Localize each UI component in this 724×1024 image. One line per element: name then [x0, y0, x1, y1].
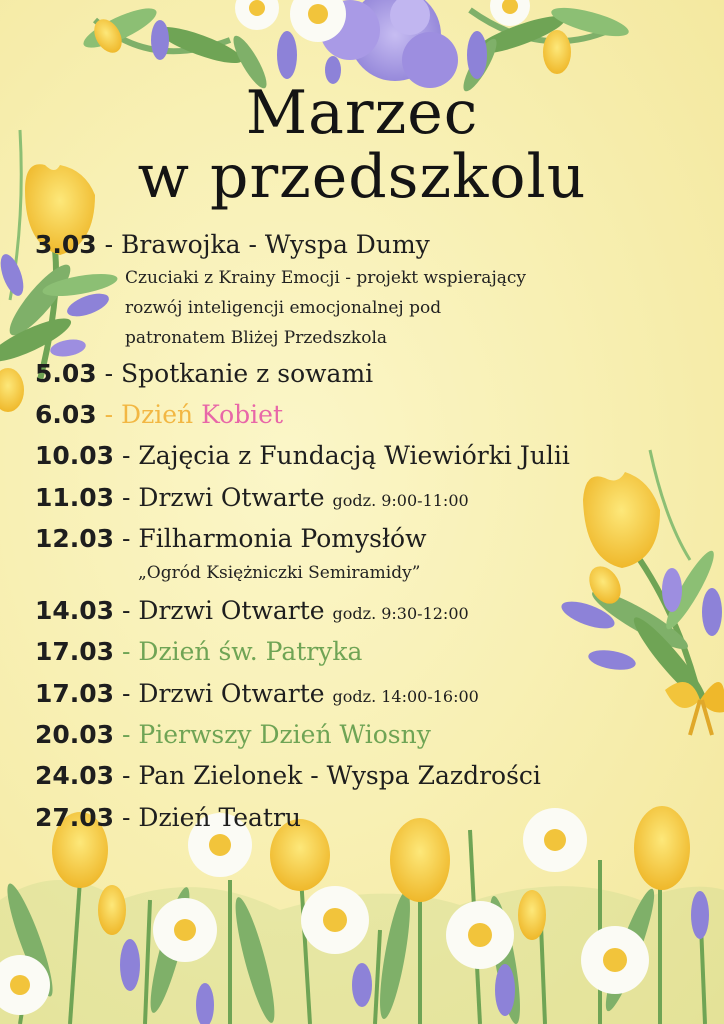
event-title: Dzień św. Patryka	[138, 637, 363, 666]
event-hours: godz. 9:00-11:00	[332, 491, 469, 510]
event-separator: -	[114, 596, 139, 625]
event-row	[35, 524, 427, 554]
event-title: Filharmonia Pomysłów	[138, 524, 427, 553]
event-date: 20.03	[35, 720, 115, 749]
event-separator: -	[96, 400, 122, 429]
event-separator: -	[114, 761, 139, 790]
event-row	[35, 441, 570, 471]
event-title: Zajęcia z Fundacją Wiewiórki Julii	[138, 441, 570, 470]
event-title-part: Kobiet	[201, 400, 283, 429]
event-date: 5.03	[35, 359, 97, 388]
event-separator: -	[114, 524, 139, 553]
page-title-line1: Marzec	[245, 78, 479, 148]
event-title: Drzwi Otwarte	[138, 679, 333, 708]
event-separator: -	[114, 803, 139, 832]
right-tulips	[558, 450, 724, 735]
event-separator: -	[114, 483, 139, 512]
event-row	[35, 803, 301, 833]
bottom-meadow	[0, 806, 724, 1024]
event-row	[35, 596, 469, 629]
event-separator: -	[114, 679, 139, 708]
event-title: Dzień Teatru	[138, 803, 302, 832]
event-date: 3.03	[35, 230, 97, 259]
event-separator: -	[96, 230, 122, 259]
event-date: 10.03	[35, 441, 115, 470]
event-row	[35, 359, 373, 389]
event-row	[35, 761, 541, 791]
event-date: 11.03	[35, 483, 115, 512]
event-hours: godz. 14:00-16:00	[332, 687, 479, 706]
event-title: Pan Zielonek - Wyspa Zazdrości	[138, 761, 541, 790]
event-date: 14.03	[35, 596, 115, 625]
event-date: 17.03	[35, 637, 115, 666]
page-title-line2: w przedszkolu	[137, 142, 587, 212]
event-row	[35, 483, 469, 516]
event-date: 24.03	[35, 761, 115, 790]
event-note: patronatem Bliżej Przedszkola	[125, 328, 388, 348]
event-note: Czuciaki z Krainy Emocji - projekt wspierający	[125, 268, 526, 288]
event-row	[35, 720, 431, 750]
event-title: Drzwi Otwarte	[138, 483, 333, 512]
event-row	[35, 679, 479, 712]
event-separator: -	[96, 359, 122, 388]
event-date: 6.03	[35, 400, 97, 429]
event-row	[35, 400, 283, 430]
event-separator: -	[114, 637, 139, 666]
event-separator: -	[114, 720, 139, 749]
event-date: 12.03	[35, 524, 115, 553]
event-title: Pierwszy Dzień Wiosny	[138, 720, 431, 749]
event-row	[35, 230, 430, 260]
event-separator: -	[114, 441, 139, 470]
event-hours: godz. 9:30-12:00	[332, 604, 469, 623]
event-title: Drzwi Otwarte	[138, 596, 333, 625]
event-row	[35, 637, 362, 667]
event-date: 27.03	[35, 803, 115, 832]
event-title: Spotkanie z sowami	[121, 359, 374, 388]
event-title-part: Dzień	[121, 400, 202, 429]
event-note: rozwój inteligencji emocjonalnej pod	[125, 298, 442, 318]
event-note: „Ogród Księżniczki Semiramidy”	[138, 563, 421, 583]
event-title: Brawojka - Wyspa Dumy	[121, 230, 430, 259]
event-date: 17.03	[35, 679, 115, 708]
